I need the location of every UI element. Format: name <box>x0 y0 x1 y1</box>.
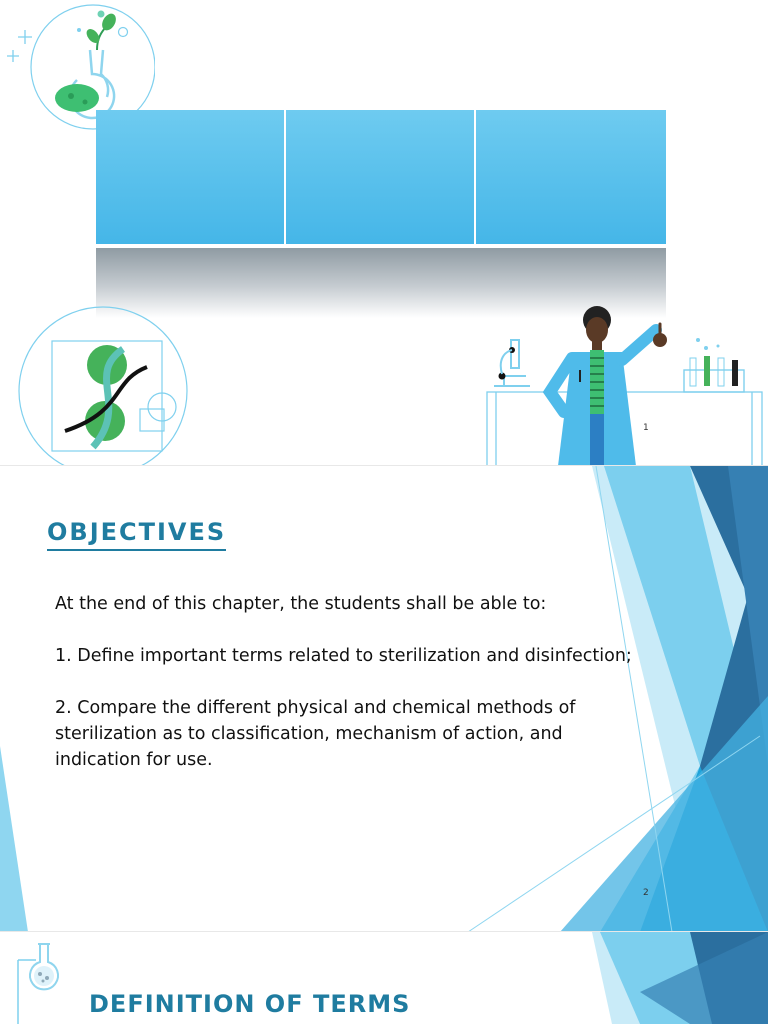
heading-underline <box>47 549 226 551</box>
slide-separator <box>0 465 768 466</box>
dna-icon <box>15 305 195 466</box>
slide-separator <box>0 931 768 932</box>
page-number: 1 <box>643 423 649 433</box>
objectives-body <box>55 591 635 773</box>
header-panel-middle <box>286 110 474 244</box>
objectives-heading: OBJECTIVES <box>47 518 226 551</box>
slide-3 <box>0 932 768 1024</box>
intro-text: At the end of this chapter, the students shall be able to: <box>55 594 547 614</box>
flask-icon <box>12 940 68 1024</box>
page-number: 2 <box>643 888 649 898</box>
definition-heading: DEFINITION OF TERMS <box>89 990 411 1018</box>
scientist-lab-illustration <box>484 300 768 466</box>
objective-1: 1. Define important terms related to sterilization and disinfection; <box>55 646 632 666</box>
slide-1 <box>0 0 768 466</box>
objective-2: 2. Compare the different physical and chemical methods of sterilization as to classification, mechanism of action, and indication for use. <box>55 698 576 770</box>
header-panel-right <box>476 110 666 244</box>
header-panel-left <box>96 110 284 244</box>
slide-2 <box>0 466 768 932</box>
